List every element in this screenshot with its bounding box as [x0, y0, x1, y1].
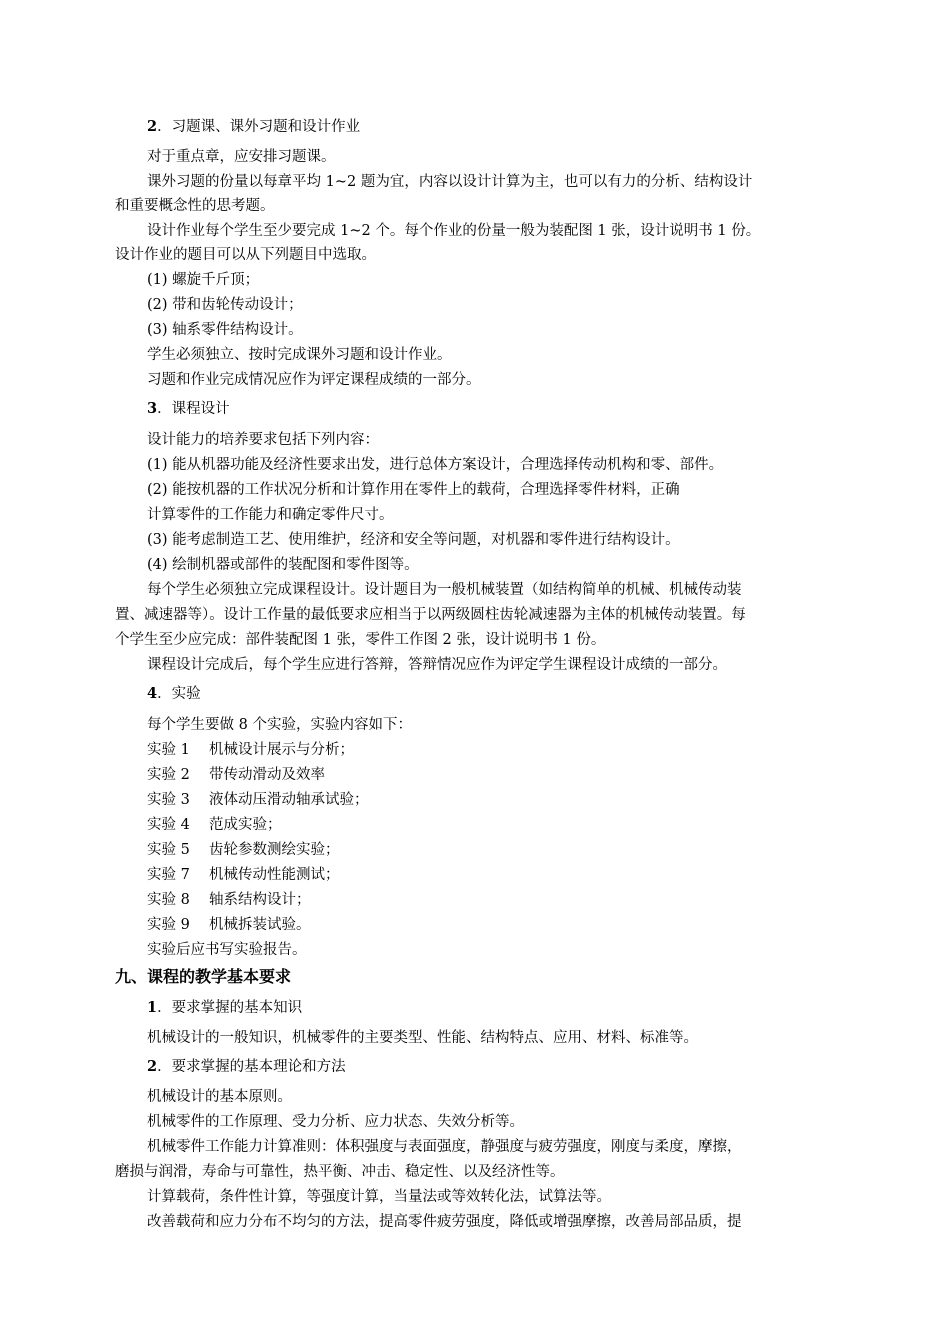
paragraph: 课程设计完成后，每个学生应进行答辩，答辩情况应作为评定学生课程设计成绩的一部分。	[147, 657, 727, 673]
section-heading-9-2: 2．要求掌握的基本理论和方法	[147, 1058, 346, 1075]
paragraph: 每个学生必须独立完成课程设计。设计题目为一般机械装置（如结构简单的机械、机械传动装	[147, 582, 742, 598]
paragraph: 课外习题的份量以每章平均 1~2 题为宜，内容以设计计算为主，也可以有力的分析、结构设计	[147, 174, 753, 190]
paragraph: 每个学生要做 8 个实验，实验内容如下：	[147, 717, 412, 733]
experiment-item: 实验 9 机械拆装试验。	[147, 917, 311, 933]
paragraph: 置、减速器等）。设计工作量的最低要求应相当于以两级圆柱齿轮减速器为主体的机械传动装置。每	[115, 607, 746, 623]
paragraph: 改善载荷和应力分布不均匀的方法，提高零件疲劳强度，降低或增强摩擦，改善局部品质，提	[147, 1214, 742, 1230]
experiment-item: 实验 5 齿轮参数测绘实验；	[147, 842, 340, 858]
paragraph: 设计作业的题目可以从下列题目中选取。	[115, 247, 376, 263]
experiment-item: 实验 1 机械设计展示与分析；	[147, 742, 354, 758]
list-item: (2) 带和齿轮传动设计；	[147, 297, 303, 313]
paragraph: 磨损与润滑，寿命与可靠性，热平衡、冲击、稳定性、以及经济性等。	[115, 1164, 565, 1180]
list-item-continuation: 计算零件的工作能力和确定零件尺寸。	[147, 507, 394, 523]
experiment-item: 实验 4 范成实验；	[147, 817, 282, 833]
paragraph: 学生必须独立、按时完成课外习题和设计作业。	[147, 347, 452, 363]
paragraph: 机械设计的基本原则。	[147, 1089, 292, 1105]
list-item: (1) 螺旋千斤顶；	[147, 272, 260, 288]
section-heading-2: 2．习题课、课外习题和设计作业	[147, 118, 361, 135]
section-heading-4: 4．实验	[147, 685, 201, 702]
section-heading-3: 3．课程设计	[147, 400, 230, 417]
chapter-heading: 九、课程的教学基本要求	[115, 967, 292, 986]
section-heading-9-1: 1．要求掌握的基本知识	[147, 999, 303, 1016]
paragraph: 设计作业每个学生至少要完成 1~2 个。每个作业的份量一般为装配图 1 张，设计说明书 1 份。	[147, 223, 761, 239]
list-item: (4) 绘制机器或部件的装配图和零件图等。	[147, 557, 419, 573]
paragraph: 和重要概念性的思考题。	[115, 198, 275, 214]
experiment-item: 实验 7 机械传动性能测试；	[147, 867, 340, 883]
paragraph: 计算载荷，条件性计算，等强度计算，当量法或等效转化法，试算法等。	[147, 1189, 611, 1205]
paragraph: 机械设计的一般知识，机械零件的主要类型、性能、结构特点、应用、材料、标准等。	[147, 1030, 698, 1046]
experiment-item: 实验 8 轴系结构设计；	[147, 892, 311, 908]
paragraph: 机械零件工作能力计算准则：体积强度与表面强度，静强度与疲劳强度，刚度与柔度，摩擦，	[147, 1139, 742, 1155]
paragraph: 实验后应书写实验报告。	[147, 942, 307, 958]
experiment-item: 实验 2 带传动滑动及效率	[147, 767, 325, 783]
paragraph: 习题和作业完成情况应作为评定课程成绩的一部分。	[147, 372, 481, 388]
list-item: (1) 能从机器功能及经济性要求出发，进行总体方案设计，合理选择传动机构和零、部件。	[147, 457, 724, 473]
paragraph: 设计能力的培养要求包括下列内容：	[147, 432, 379, 448]
list-item: (3) 轴系零件结构设计。	[147, 322, 303, 338]
list-item: (2) 能按机器的工作状况分析和计算作用在零件上的载荷，合理选择零件材料，正确	[147, 482, 680, 498]
paragraph: 对于重点章，应安排习题课。	[147, 149, 336, 165]
paragraph: 机械零件的工作原理、受力分析、应力状态、失效分析等。	[147, 1114, 524, 1130]
list-item: (3) 能考虑制造工艺、使用维护，经济和安全等问题，对机器和零件进行结构设计。	[147, 532, 680, 548]
paragraph: 个学生至少应完成：部件装配图 1 张，零件工作图 2 张，设计说明书 1 份。	[115, 632, 606, 648]
experiment-item: 实验 3 液体动压滑动轴承试验；	[147, 792, 369, 808]
